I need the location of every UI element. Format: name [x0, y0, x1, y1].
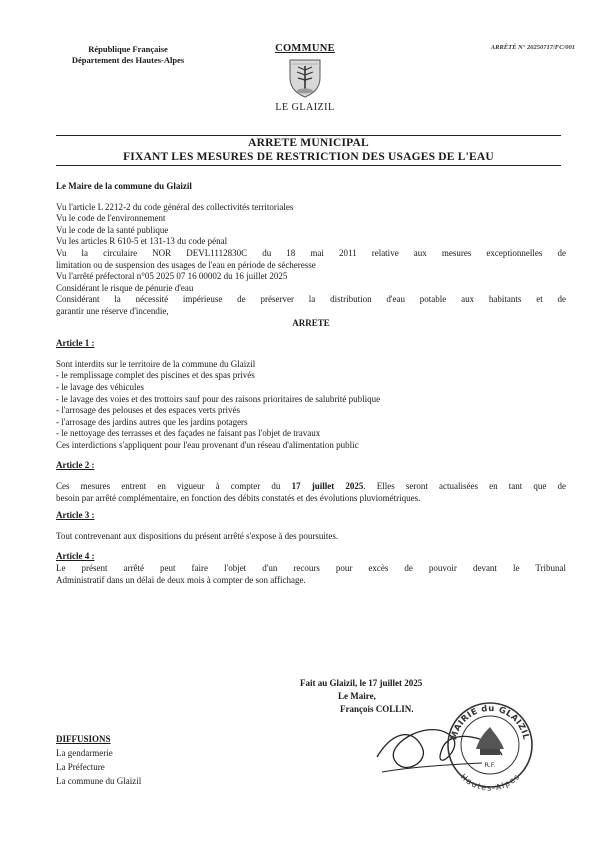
stamp-bottom-text: Hautes-Alpes [458, 772, 522, 793]
list-item: - le remplissage complet des piscines et des spas privés [56, 370, 255, 381]
article-2-pre: Ces mesures entrent en vigueur à compter du [56, 481, 292, 492]
signatory-role: Le Maire, [338, 691, 376, 701]
signatory-name: François COLLIN. [340, 704, 414, 714]
coat-of-arms-icon [288, 58, 322, 98]
title-line-1: ARRETE MUNICIPAL [248, 137, 369, 149]
republic-label: République Française [88, 44, 168, 54]
vu-line: Vu l'article L 2212-2 du code général des collectivités territoriales [56, 201, 294, 212]
vu-circulaire-cont: limitation ou de suspension des usages de l'eau en période de sécheresse [56, 259, 316, 270]
preamble-intro: Le Maire de la commune du Glaizil [56, 181, 192, 191]
article-1-intro: Sont interdits sur le territoire de la commune du Glaizil [56, 358, 256, 369]
considerant-line: Considérant la nécessité impérieuse de préserver la distribution d'eau potable aux habitants et de [56, 294, 566, 305]
header-center [255, 43, 355, 113]
vu-line: Vu le code de la santé publique [56, 224, 169, 235]
svg-text:Hautes-Alpes [459, 772, 522, 793]
vu-prefectoral: Vu l'arrêté préfectoral n°05 2025 07 16 00002 du 16 juillet 2025 [56, 271, 288, 282]
stamp-top-text: MAIRIE du GLAIZIL [449, 703, 531, 742]
article-1-heading: Article 1 : [56, 338, 95, 349]
considerant-line: Considérant le risque de pénurie d'eau [56, 282, 194, 293]
article-2-line-1 [56, 481, 566, 493]
list-item: - l'arrosage des pelouses et des espaces verts privés [56, 405, 241, 416]
diffusions-heading: DIFFUSIONS [56, 734, 111, 744]
article-1-note: Ces interdictions s'appliquent pour l'eau provenant d'un réseau d'alimentation public [56, 439, 359, 450]
diffusions-block [56, 732, 141, 788]
list-item: La Préfecture [56, 762, 105, 772]
effective-date: 17 juillet 2025 [291, 481, 364, 492]
list-item: - le lavage des voies et des trottoirs sauf pour des raisons prioritaires de salubrité publique [56, 393, 381, 404]
list-item: La gendarmerie [56, 748, 113, 758]
stamp-center-text: R.F. [484, 761, 496, 769]
vu-line: Vu le code de l'environnement [56, 213, 166, 224]
department-label: Département des Hautes-Alpes [71, 55, 185, 65]
article-2-line-2: besoin par arrêté complémentaire, en fonction des débits constatés et des évolutions pluviométriques. [56, 492, 421, 503]
title-line-2: FIXANT LES MESURES DE RESTRICTION DES USAGES DE L'EAU [123, 150, 494, 163]
considerant-line-cont: garantir une réserve d'incendie, [56, 305, 169, 316]
official-stamp [372, 697, 537, 807]
list-item: - l'arrosage des jardins autres que les jardins potagers [56, 416, 248, 427]
article-4-line-1: Le présent arrêté peut faire l'objet d'un recours pour excès de pouvoir devant le Tribunal [56, 563, 566, 574]
article-4-line-2: Administratif dans un délai de deux mois à compter de son affichage. [56, 574, 306, 585]
place-date: Fait au Glaizil, le 17 juillet 2025 [300, 678, 423, 688]
document-title [56, 135, 561, 166]
article-3-text: Tout contrevenant aux dispositions du présent arrêté s'expose à des poursuites. [56, 530, 339, 541]
town-name: LE GLAIZIL [275, 102, 335, 113]
list-item: - le nettoyage des terrasses et des façades ne faisant pas l'objet de travaux [56, 428, 321, 439]
arrete-heading: ARRETE [292, 317, 330, 328]
vu-circulaire: Vu la circulaire NOR DEVL1112830C du 18 mai 2011 relative aux mesures exceptionnelles de [56, 247, 566, 258]
list-item: La commune du Glaizil [56, 776, 142, 786]
article-2-post: . Elles seront actualisées en tant que de [363, 481, 567, 492]
list-item: - le lavage des véhicules [56, 381, 144, 392]
vu-line: Vu les articles R 610-5 et 131-13 du code pénal [56, 236, 228, 247]
article-4-heading: Article 4 : [56, 551, 95, 562]
article-2-heading: Article 2 : [56, 460, 95, 471]
commune-label: COMMUNE [275, 43, 335, 54]
article-3-heading: Article 3 : [56, 510, 95, 521]
header-left [48, 44, 208, 66]
reference-number: ARRÊTÉ N° 20250717/FC/001 [490, 44, 575, 51]
document-body [56, 181, 566, 586]
